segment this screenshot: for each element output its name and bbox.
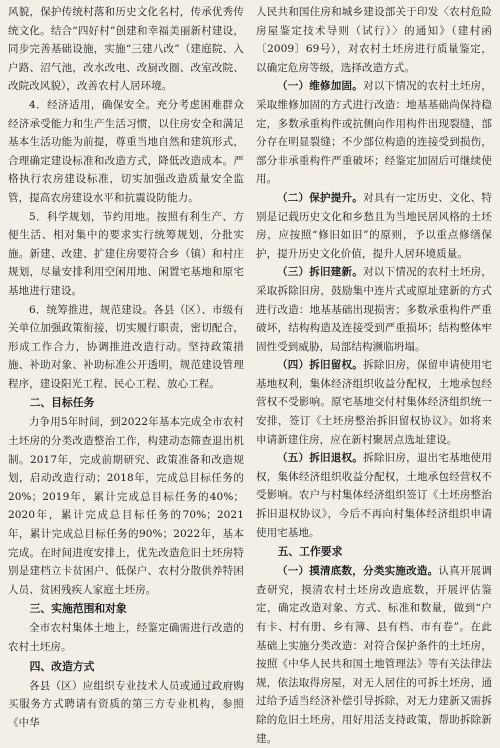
paragraph: 全市农村集体土地上，经鉴定确需进行改造的农村土坯房。 bbox=[8, 622, 244, 653]
item-text: 对以下情况的农村土坯房，采取维修加固的方式进行改造：地基基础尚保持稳定，多数承重构件或抗侧向作用构件出现裂缝，部分存在明显裂缝；不少部位构造的连接受到损伤，部分非承重构件严重破坏；经鉴定加固后可继续使用。 bbox=[256, 80, 492, 186]
paragraph bbox=[256, 263, 492, 356]
left-column bbox=[8, 3, 244, 729]
paragraph bbox=[256, 449, 492, 542]
item-lead: （三）拆旧建新。 bbox=[277, 266, 364, 279]
paragraph bbox=[256, 562, 492, 748]
item-lead: （一）摸清底数，分类实施改造。 bbox=[277, 565, 439, 578]
paragraph: 风貌，保护传统村落和历史文化名村，传承优秀传统文化。结合“四好村”创建和幸福美丽新村建设，同步完善基础设施，实施“三建八改”（建庭院、入户路、沼气池，改水改电、改厨改圈、改室改院、改院改风貌），改善农村人居环境。 bbox=[8, 6, 244, 93]
paragraph: 人民共和国住房和城乡建设部关于印发〈农村危险房屋鉴定技术导则（试行）〉的通知》（建村函〔2009〕69号），对农村土坯房进行质量鉴定，以确定危房等级，选择改造方式。 bbox=[256, 6, 492, 74]
section-heading: 三、实施范围和对象 bbox=[29, 602, 127, 616]
paragraph: 5．科学规划，节约用地。按照有利生产、方便生活、相对集中的要求实行统筹规划，分批实施。新建、改建、扩建住房要符合乡（镇）和村庄规划，尽量安排利用空闲用地、闲置宅基地和原宅基地进行建设。 bbox=[8, 210, 244, 297]
section-heading: 二、目标任务 bbox=[29, 396, 95, 410]
item-text: 拆除旧房，保留申请使用宅基地权利，集体经济组织收益分配权，土地承包经营权不受影响。原宅基地交付村集体经济组织统一安排，签订《土坯房整治拆旧留权协议》。如将来申请新建住房，应在新村聚居点选址建设。 bbox=[256, 359, 492, 446]
item-text: 对具有一定历史、文化、特别是记载历史文化和乡愁且为当地民居风格的土坯房，应按照“修旧如旧”的原则，予以重点修缮保护，提升历史文化价值，提升人居环境质量。 bbox=[256, 191, 492, 260]
paragraph: 4．经济适用，确保安全。充分考虑困难群众经济承受能力和生产生活习惯，以住房安全和满足基本生活功能为前提，尊重当地自然和建筑形式，合理确定建设标准和改造方式，降低改造成本。严格执行农房建设标准，切实加强改造质量安全监管，提高农房建设水平和抗震设防能力。 bbox=[8, 98, 244, 204]
right-column bbox=[256, 3, 493, 745]
item-text: 对以下情况的农村土坯房，采取拆除旧房，鼓励集中连片式或原址建新的方式进行改造：地基基础出现损害；多数承重构件严重破坏，结构构造及连接受到严重损坏；结构整体牢固性受到威胁，局部结构濒临坍塌。 bbox=[256, 266, 492, 353]
item-lead: （二）保护提升。 bbox=[277, 191, 364, 204]
paragraph: 力争用5年时间，到2022年基本完成全市农村土坯房的分类改造整治工作，构建动态筛查退出机制。2017年，完成前期研究、政策准备和改造规划，启动改造行动；2018年，完成总目标任务的20%；2019年，累计完成总目标任务的40%；2020年，累计完成总目标任务的70%；2021年，累计完成总目标任务的90%；2022年，基本完成。在时间进度安排上，优先改造危旧土坯房特别是建档立卡贫困户、低保户、农村分散供养特困人员、贫困残疾人家庭土坯房。 bbox=[8, 416, 244, 596]
section-heading: 四、改造方式 bbox=[29, 659, 95, 673]
paragraph: 6．统筹推进，规范建设。各县（区）、市级有关单位加强政策衔接，切实履行职责，密切配合，形成工作合力，协调推进改造行动。坚持政策措施、补助对象、补助标准公开透明，规范建设管理程序，建设阳光工程、民心工程、放心工程。 bbox=[8, 303, 244, 390]
item-text: 认真开展调查研究，摸清农村土坯房改造底数，开展评估鉴定，确定改造对象、方式、标准和数量，做到“户有卡、村有册、乡有簿、县有档、市有卷”。在此基础上实施分类改造：对符合保护条件的土坯房，按照《中华人民共和国土地管理法》等有关法律法规，依法取得房屋，对无人居住的可拆土坯房，通过给予适当经济补偿引导拆除，对无力建新又需拆除的危旧土坯房，用好用活支持政策，帮助拆除新建。 bbox=[256, 565, 493, 745]
item-text: 拆除旧房，退出宅基地使用权，集体经济组织收益分配权，土地承包经营权不受影响。农户与村集体经济组织签订《土坯房整治拆旧退权协议》，今后不再向村集体经济组织申请使用宅基地。 bbox=[256, 452, 492, 539]
item-lead: （一）维修加固。 bbox=[277, 80, 364, 93]
paragraph bbox=[256, 77, 492, 189]
paragraph: 各县（区）应组织专业技术人员或通过政府购买服务方式聘请有资质的第三方专业机构，参照《中华 bbox=[8, 679, 244, 729]
section-heading: 五、工作要求 bbox=[277, 545, 343, 559]
paragraph bbox=[256, 356, 492, 449]
paragraph bbox=[256, 189, 492, 263]
item-lead: （五）拆旧退权。 bbox=[277, 452, 364, 465]
item-lead: （四）拆旧留权。 bbox=[277, 359, 364, 372]
